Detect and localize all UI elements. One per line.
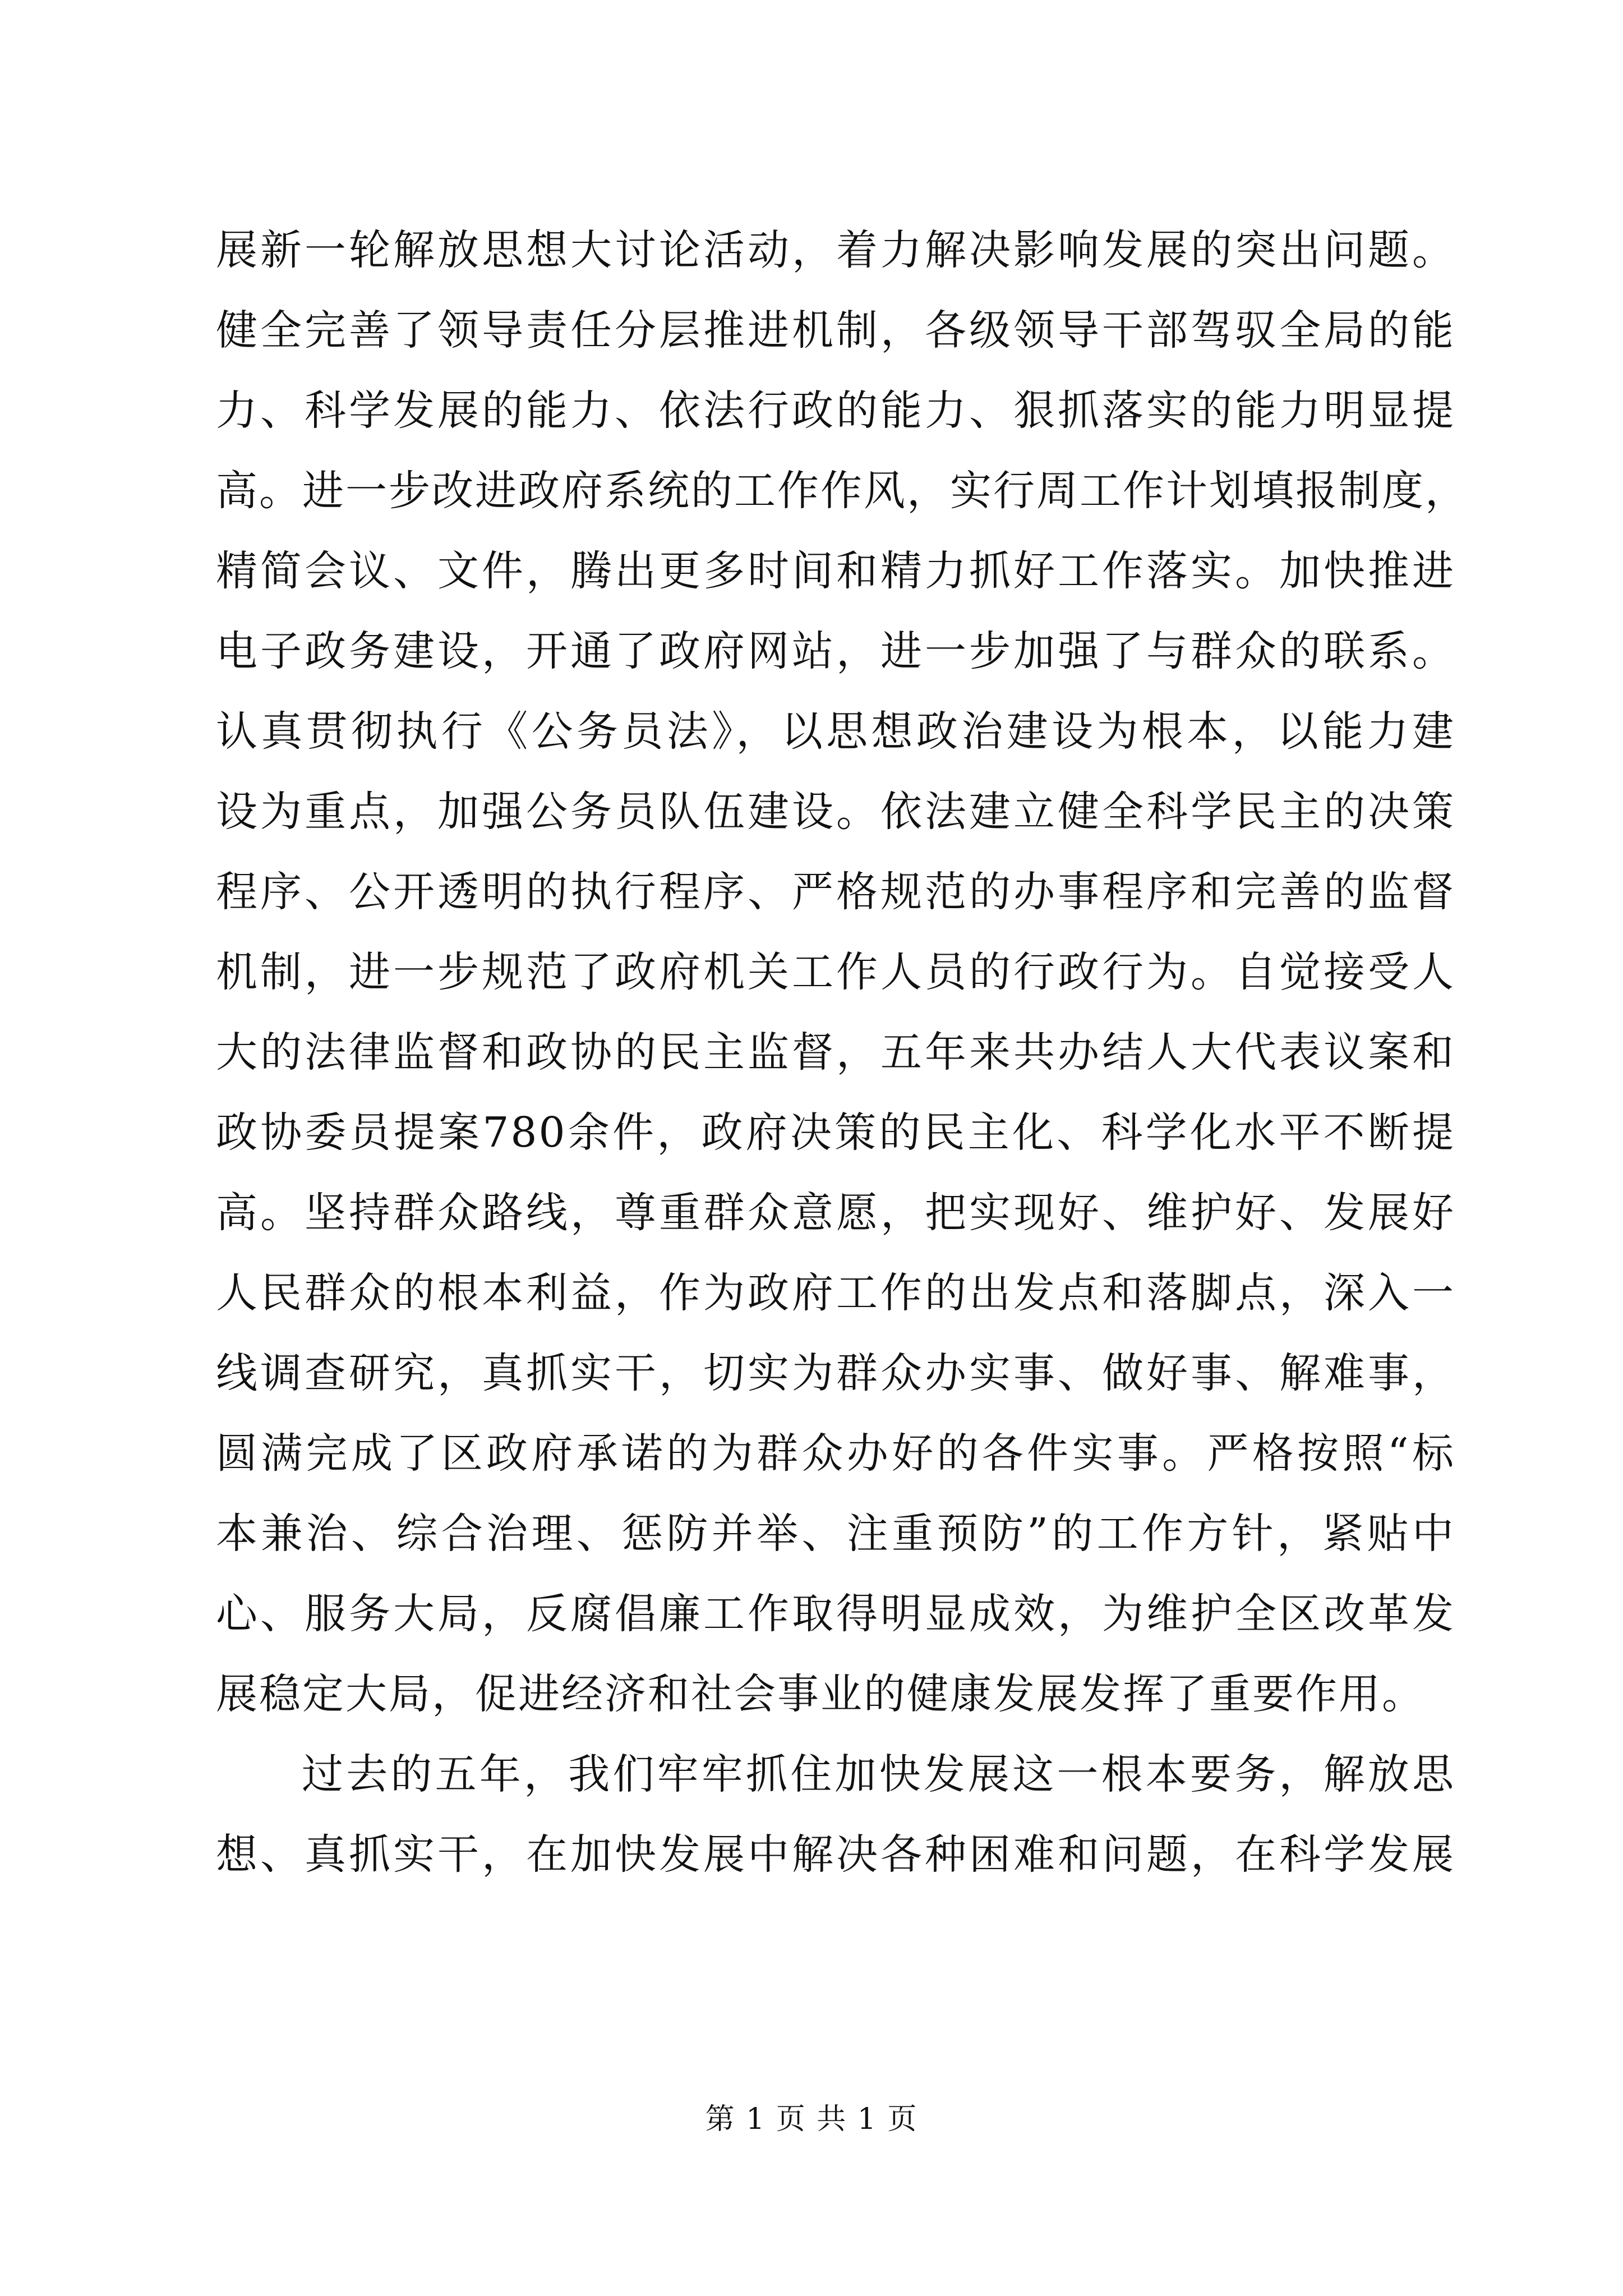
paragraph-1 — [216, 210, 1468, 1734]
text-line: 力、科学发展的能力、依法行政的能力、狠抓落实的能力明显提 — [216, 386, 1455, 435]
text-line: 设为重点，加强公务员队伍建设。依法建立健全科学民主的决策 — [216, 788, 1455, 836]
text-line: 高。进一步改进政府系统的工作作风，实行周工作计划填报制度， — [216, 467, 1468, 515]
text-line: 精简会议、文件，腾出更多时间和精力抓好工作落实。加快推进 — [216, 547, 1455, 595]
text-line: 展稳定大局，促进经济和社会事业的健康发展发挥了重要作用。 — [216, 1670, 1425, 1718]
text-line: 电子政务建设，开通了政府网站，进一步加强了与群众的联系。 — [216, 627, 1455, 675]
text-line: 圆满完成了区政府承诺的为群众办好的各件实事。严格按照“标 — [216, 1429, 1455, 1478]
text-line: 展新一轮解放思想大讨论活动，着力解决影响发展的突出问题。 — [216, 226, 1455, 274]
text-line: 政协委员提案780余件，政府决策的民主化、科学化水平不断提 — [216, 1108, 1455, 1157]
text-line: 机制，进一步规范了政府机关工作人员的行政行为。自觉接受人 — [216, 948, 1455, 996]
text-line: 认真贯彻执行《公务员法》，以思想政治建设为根本，以能力建 — [216, 707, 1455, 756]
paragraph-2 — [216, 1734, 1455, 1895]
page-footer — [0, 2095, 1623, 2137]
text-line: 大的法律监督和政协的民主监督，五年来共办结人大代表议案和 — [216, 1028, 1455, 1076]
text-line: 线调查研究，真抓实干，切实为群众办实事、做好事、解难事， — [216, 1349, 1455, 1397]
text-line: 人民群众的根本利益，作为政府工作的出发点和落脚点，深入一 — [216, 1269, 1455, 1317]
text-line: 本兼治、综合治理、惩防并举、注重预防”的工作方针，紧贴中 — [216, 1510, 1455, 1558]
text-line: 高。坚持群众路线，尊重群众意愿，把实现好、维护好、发展好 — [216, 1189, 1455, 1237]
text-line: 程序、公开透明的执行程序、严格规范的办事程序和完善的监督 — [216, 868, 1455, 916]
text-line: 心、服务大局，反腐倡廉工作取得明显成效，为维护全区改革发 — [216, 1590, 1455, 1638]
document-body — [216, 210, 1468, 1895]
text-line: 过去的五年，我们牢牢抓住加快发展这一根本要务，解放思 — [302, 1750, 1455, 1798]
text-line: 想、真抓实干，在加快发展中解决各种困难和问题，在科学发展 — [216, 1830, 1455, 1879]
text-line: 健全完善了领导责任分层推进机制，各级领导干部驾驭全局的能 — [216, 306, 1455, 355]
page-number-label: 第 1 页 共 1 页 — [705, 2102, 918, 2136]
